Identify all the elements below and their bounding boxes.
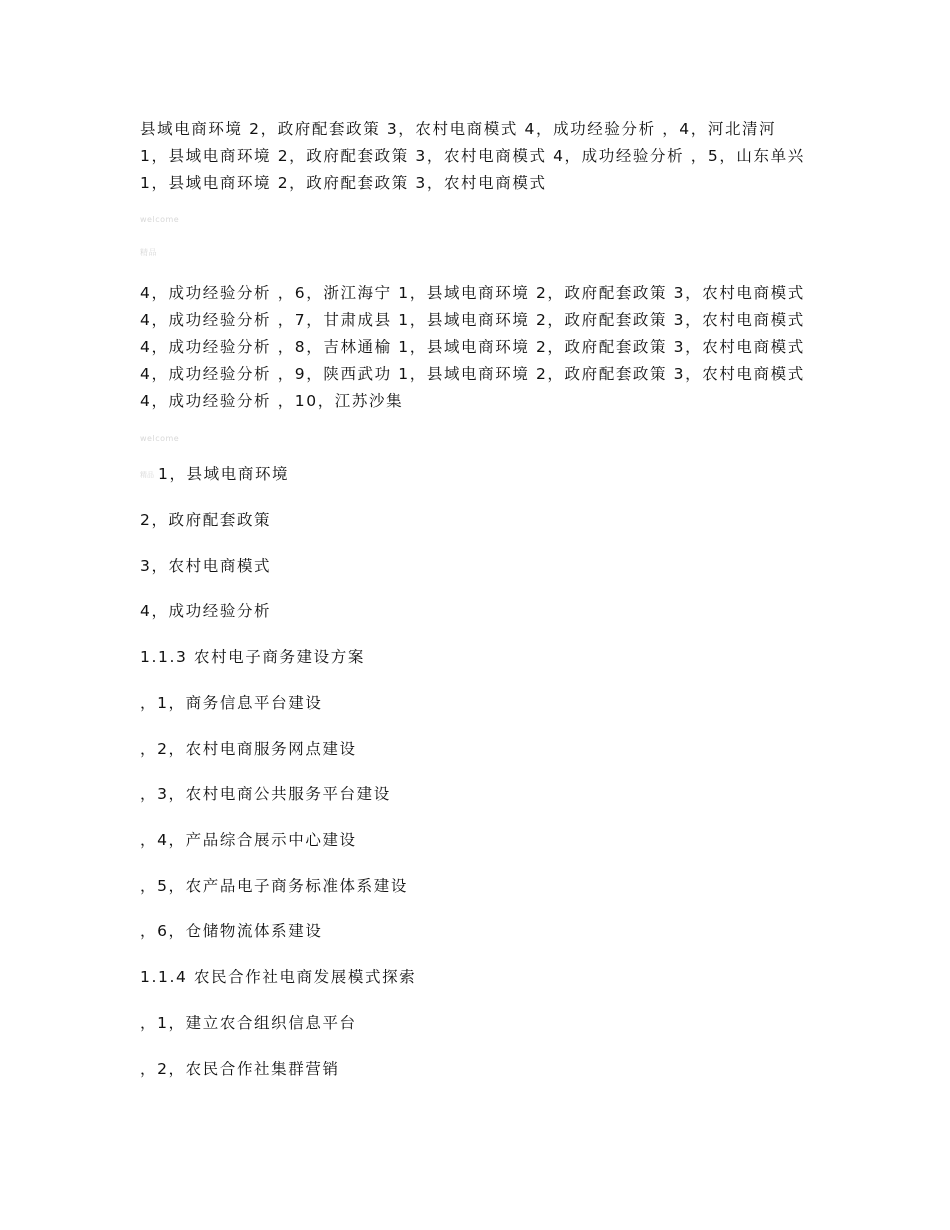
watermark-welcome-2: welcome [140,434,180,443]
list-line-4: 4，成功经验分析 [140,602,272,620]
paragraph-1: 县域电商环境 2，政府配套政策 3，农村电商模式 4，成功经验分析 ，4，河北清河 1，县域电商环境 2，政府配套政策 3，农村电商模式 4，成功经验分析 ，5，山东单兴 1，县域电商环境 2，政府配套政策 3，农村电商模式 [140,120,805,192]
section-heading-1-1-3: 1.1.3 农村电子商务建设方案 [140,648,365,666]
list-line-2: 2，政府配套政策 [140,511,272,529]
watermark-welcome-1: welcome [140,215,180,224]
watermark-jingpin-2: 精品 [140,470,154,479]
list-line-9: ，4，产品综合展示中心建设 [140,831,357,849]
list-line-11: ，6，仓储物流体系建设 [140,922,323,940]
list-line-1-text: 1，县域电商环境 [158,465,290,483]
section-heading-1-1-4: 1.1.4 农民合作社电商发展模式探索 [140,968,417,986]
list-line-14: ，2，农民合作社集群营销 [140,1060,340,1078]
list-line-1 [140,463,289,486]
list-line-7: ，2，农村电商服务网点建设 [140,740,357,758]
list-line-10: ，5，农产品电子商务标准体系建设 [140,877,408,895]
watermark-jingpin-1: 精品 [140,248,157,257]
list-line-13: ，1，建立农合组织信息平台 [140,1014,357,1032]
paragraph-2: 4，成功经验分析 ，6，浙江海宁 1，县域电商环境 2，政府配套政策 3，农村电商模式 4，成功经验分析 ，7，甘肃成县 1，县域电商环境 2，政府配套政策 3，农村电商模式 4，成功经验分析 ，8，吉林通榆 1，县域电商环境 2，政府配套政策 3，农村电商模式 4，成功经验分析 ，9，陕西武功 1，县域电商环境 2，政府配套政策 3，农村电商模式 4，成功经验分析 ，10，江苏沙集 [140,284,805,410]
list-line-3: 3，农村电商模式 [140,557,272,575]
list-line-6: ，1，商务信息平台建设 [140,694,323,712]
list-line-8: ，3，农村电商公共服务平台建设 [140,785,391,803]
